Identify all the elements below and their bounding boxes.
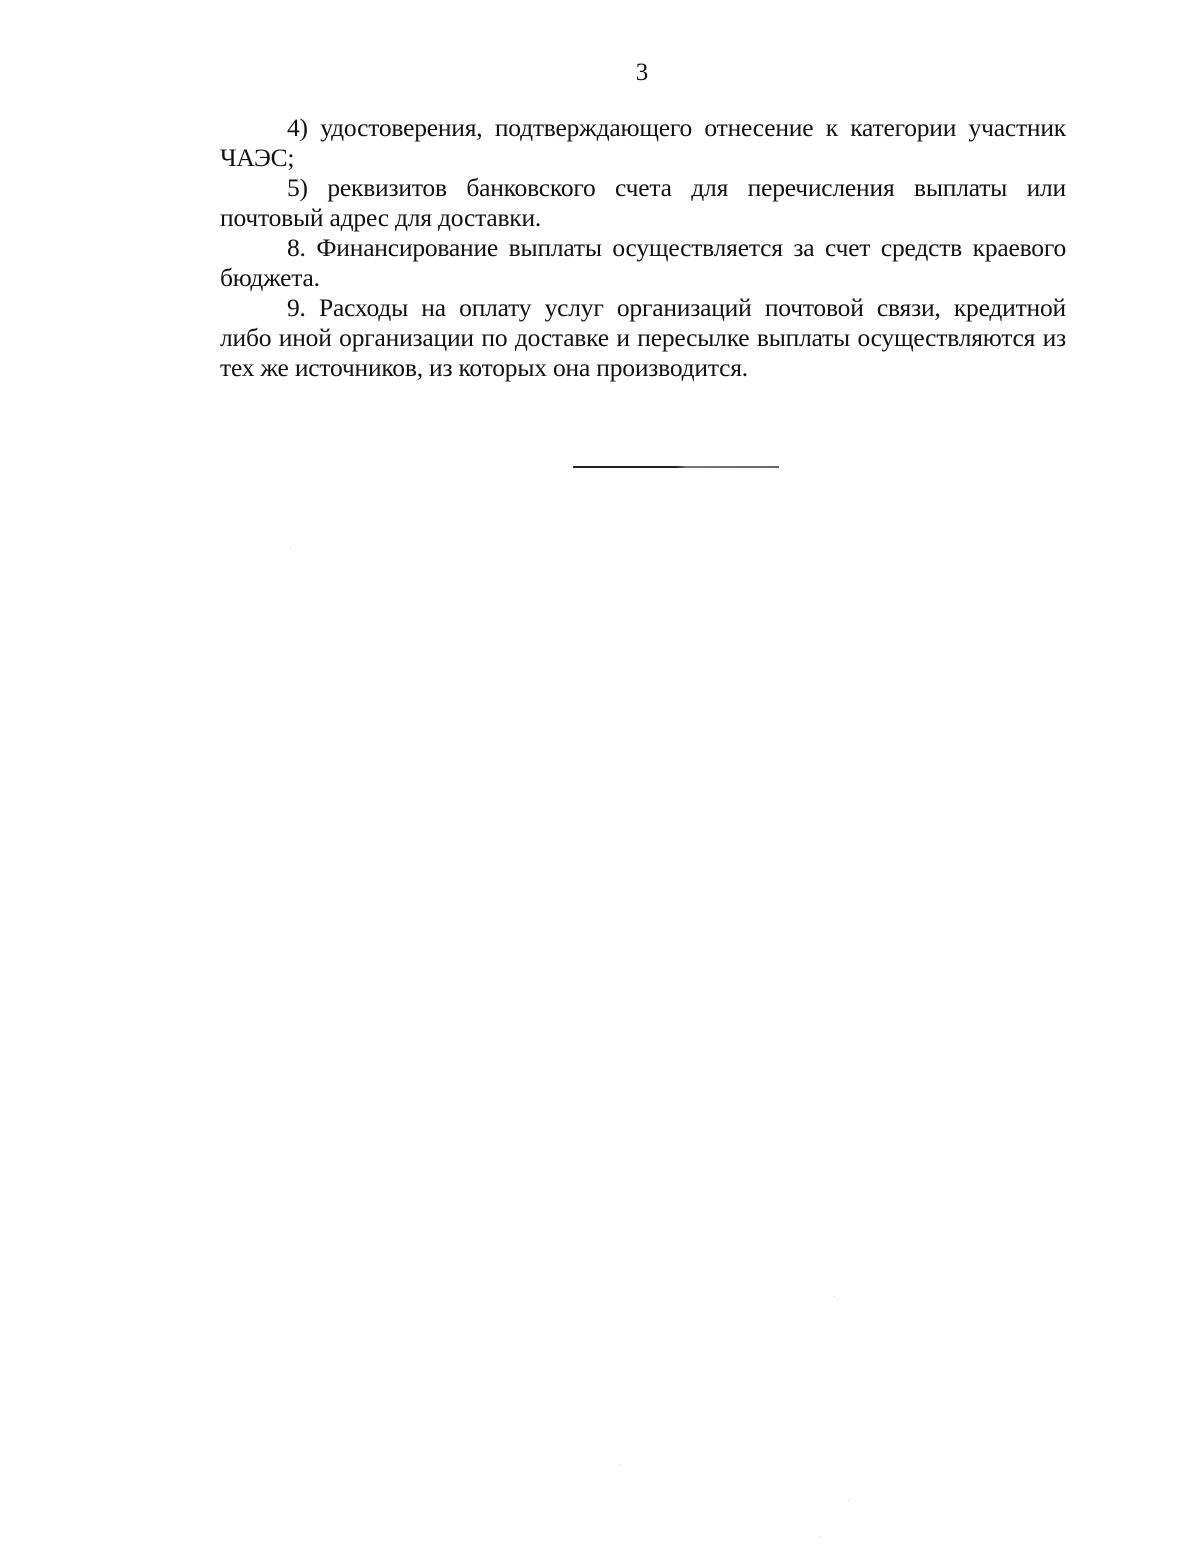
scan-speck [620, 1464, 621, 1465]
scan-speck [848, 1500, 849, 1501]
paragraph-clause-9: 9. Расходы на оплату услуг организаций почтовой связи, кредитной либо иной организации по доставке и пересылке выплаты осуществляются из тех же источников, из которых она производится. [220, 293, 1066, 382]
paragraph-clause-8: 8. Финансирование выплаты осуществляется за счет средств краевого бюджета. [220, 233, 1066, 292]
page-number: 3 [635, 59, 649, 86]
scan-speck [834, 1296, 835, 1297]
document-body [220, 113, 1066, 383]
paragraph-item-4: 4) удостоверения, подтверждающего отнесение к категории участник ЧАЭС; [220, 113, 1066, 172]
end-of-document-separator [573, 466, 779, 468]
scan-speck [820, 1536, 821, 1537]
scan-speck [290, 548, 291, 549]
paragraph-item-5: 5) реквизитов банковского счета для перечисления выплаты или почтовый адрес для доставки. [220, 173, 1066, 232]
